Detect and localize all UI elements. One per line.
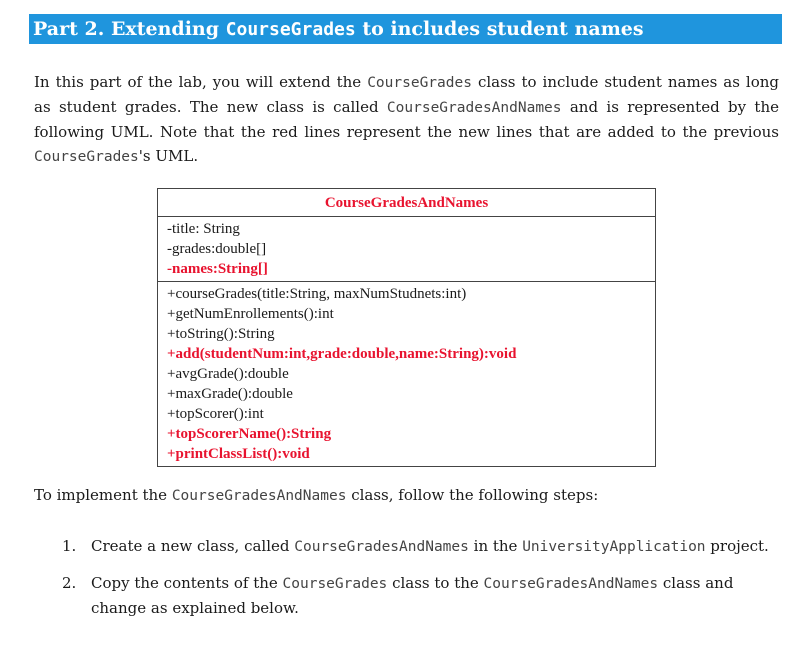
- uml-method: +courseGrades(title:String, maxNumStudnets:int): [167, 286, 467, 302]
- uml-method-new: +add(studentNum:int,grade:double,name:String):void: [167, 346, 517, 362]
- intro-code-3: CourseGrades: [34, 149, 139, 165]
- step-code: CourseGradesAndNames: [483, 576, 659, 592]
- uml-method: +topScorer():int: [167, 406, 264, 422]
- step-text: class to the: [387, 574, 484, 592]
- step-number: 1.: [62, 537, 77, 555]
- step-item: [62, 571, 782, 620]
- intro-text-3: and is represented by the following UML. Note that the red lines represent the new lines that are added to the previous: [34, 98, 779, 141]
- heading-code: CourseGrades: [225, 19, 356, 40]
- intro-text-2: class to include student names as long as student grades. The new class is called: [34, 73, 779, 116]
- uml-method: +avgGrade():double: [167, 366, 289, 382]
- step-code: CourseGrades: [282, 576, 388, 592]
- steps-intro-text-1: To implement the: [34, 486, 172, 504]
- intro-text-4: 's UML.: [138, 147, 199, 165]
- steps-intro-text-2: class, follow the following steps:: [346, 486, 599, 504]
- step-text: Copy the contents of the: [91, 574, 283, 592]
- step-text: in the: [468, 537, 523, 555]
- uml-class-diagram: [157, 188, 656, 467]
- intro-code-1: CourseGrades: [367, 75, 472, 91]
- uml-methods-section: [158, 281, 655, 466]
- uml-fields-section: [158, 217, 655, 281]
- section-heading: [33, 15, 644, 44]
- step-number: 2.: [62, 574, 77, 592]
- heading-prefix: Part 2. Extending: [33, 18, 226, 40]
- uml-class-name: CourseGradesAndNames: [158, 189, 655, 217]
- uml-method: +toString():String: [167, 326, 275, 342]
- step-text: project.: [705, 537, 769, 555]
- uml-method-new: +topScorerName():String: [167, 426, 332, 442]
- intro-paragraph: [34, 70, 779, 169]
- steps-intro: [34, 483, 598, 508]
- steps-intro-code: CourseGradesAndNames: [171, 488, 347, 504]
- uml-method-new: +printClassList():void: [167, 446, 310, 462]
- heading-suffix: to includes student names: [355, 18, 644, 40]
- uml-field: -title: String: [167, 221, 240, 237]
- step-item: [62, 534, 782, 559]
- uml-method: +maxGrade():double: [167, 386, 293, 402]
- uml-field: -grades:double[]: [167, 241, 267, 257]
- uml-method: +getNumEnrollements():int: [167, 306, 334, 322]
- steps-list: [62, 534, 782, 620]
- step-text: Create a new class, called: [91, 537, 295, 555]
- intro-text-1: In this part of the lab, you will extend the: [34, 73, 368, 91]
- intro-code-2: CourseGradesAndNames: [386, 100, 562, 116]
- step-code: CourseGradesAndNames: [294, 539, 469, 555]
- step-text: class and change as explained below.: [91, 574, 734, 617]
- uml-field-new: -names:String[]: [167, 261, 268, 277]
- step-code: UniversityApplication: [522, 539, 706, 555]
